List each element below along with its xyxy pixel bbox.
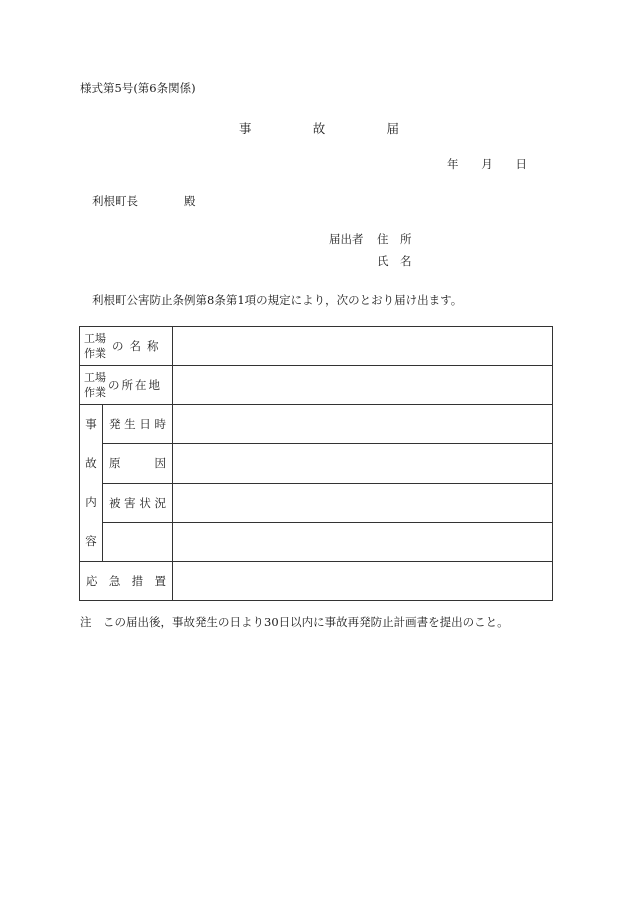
label-damage-status: 被害状況 [103, 483, 173, 522]
facility-location-field[interactable] [173, 366, 553, 405]
title-char: 事 [239, 121, 252, 136]
label-suffix: の所在地 [108, 378, 162, 392]
stack-top: 工場 [84, 332, 106, 345]
extra-content-field[interactable] [173, 522, 553, 561]
applicant-name-row [329, 253, 412, 269]
label-facility-location [80, 366, 173, 405]
label-cause: 原 因 [103, 444, 173, 483]
occurrence-datetime-field[interactable] [173, 405, 553, 444]
footnote: 注 この届出後，事故発生の日より30日以内に事故再発防止計画書を提出のこと。 [80, 615, 509, 629]
vertical-char: 事 [85, 417, 97, 431]
date-line [447, 156, 527, 172]
table-row [80, 483, 553, 522]
date-month: 月 [481, 157, 493, 171]
title-char: 故 [312, 121, 326, 136]
label-facility-name [80, 327, 173, 366]
facility-name-field[interactable] [173, 327, 553, 366]
table-row [80, 327, 553, 366]
cause-field[interactable] [173, 444, 553, 483]
label-accident-content [80, 405, 103, 562]
document-title [239, 119, 399, 137]
date-day: 日 [515, 157, 527, 171]
stack-bottom: 作業 [84, 386, 106, 399]
vertical-char: 内 [85, 495, 97, 509]
emergency-measures-field[interactable] [173, 562, 553, 601]
name-label: 氏 名 [377, 254, 412, 268]
vertical-char: 故 [85, 456, 97, 470]
label-suffix: の名称 [112, 339, 165, 353]
table-row [80, 522, 553, 561]
damage-status-field[interactable] [173, 483, 553, 522]
table-row [80, 444, 553, 483]
applicant-address-row [329, 231, 412, 247]
title-char: 届 [386, 121, 399, 136]
addressee [92, 193, 196, 209]
table-row [80, 562, 553, 601]
label-occurrence-datetime: 発生日時 [103, 405, 173, 444]
label-emergency-measures: 応急措置 [80, 562, 173, 601]
submitter-label: 届出者 [329, 232, 364, 246]
date-year: 年 [447, 157, 459, 171]
table-row [80, 405, 553, 444]
label-blank [103, 522, 173, 561]
vertical-char: 容 [85, 534, 97, 548]
address-label: 住 所 [377, 232, 412, 246]
addressee-town-head: 利根町長 [92, 194, 138, 208]
accident-report-table [79, 326, 553, 601]
addressee-honorific: 殿 [184, 194, 196, 208]
stack-bottom: 作業 [84, 347, 106, 360]
table-row [80, 366, 553, 405]
form-number: 様式第5号(第6条関係) [80, 81, 196, 95]
stack-top: 工場 [84, 371, 106, 384]
statement: 利根町公害防止条例第8条第1項の規定により，次のとおり届け出ます。 [92, 293, 463, 307]
